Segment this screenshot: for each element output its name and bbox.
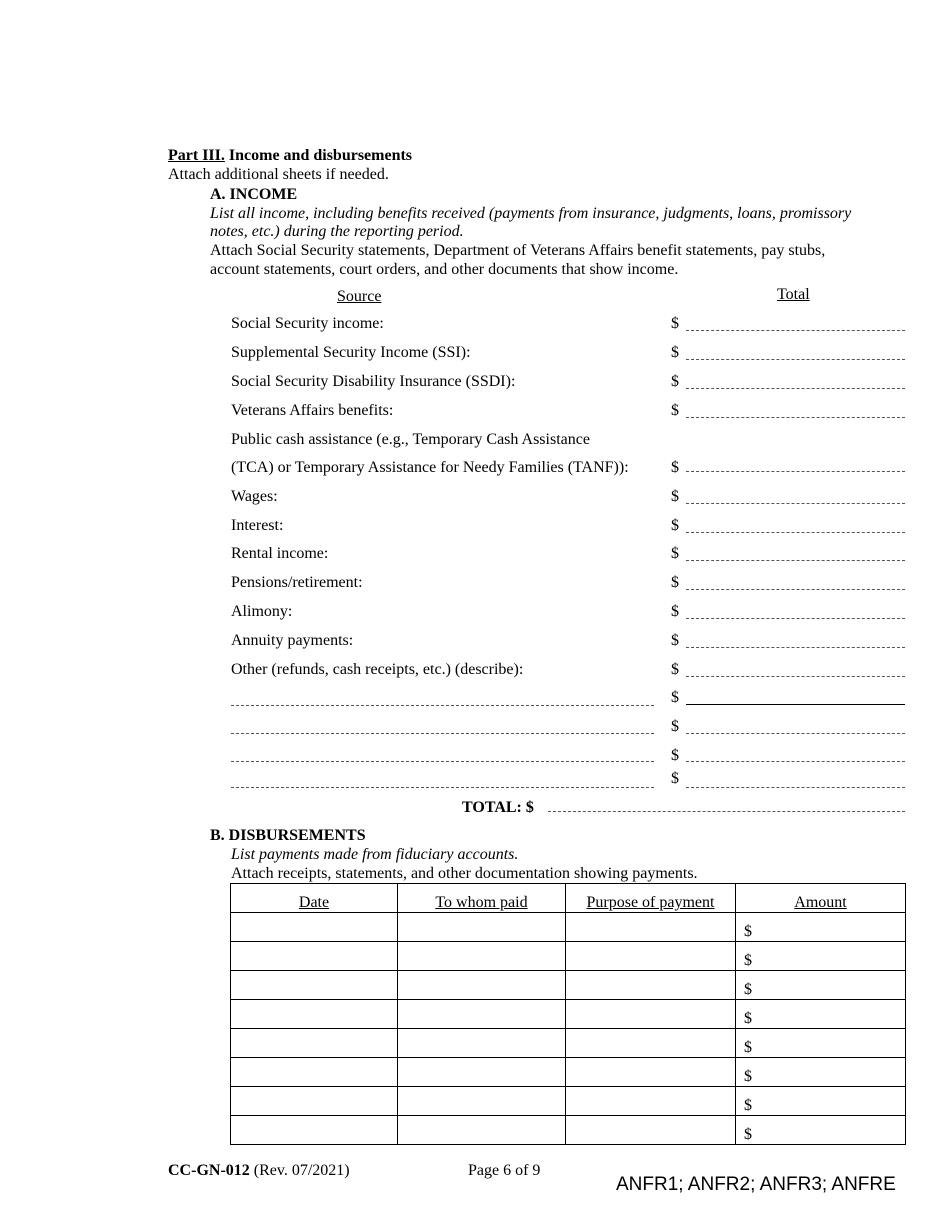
total-amount-field[interactable] [548,811,905,812]
income-attach-1: Attach Social Security statements, Department of Veterans Affairs benefit statements, pay stubs, [210,242,826,259]
other-description-field[interactable] [231,733,654,734]
income-source-label: Other (refunds, cash receipts, etc.) (describe): [231,661,524,678]
income-source-label: Rental income: [231,545,329,562]
form-revision: (Rev. 07/2021) [253,1162,350,1179]
other-amount-field[interactable] [686,733,905,734]
form-code: CC-GN-012 [168,1162,250,1179]
currency-sign: $ [671,315,679,332]
income-source-label: Public cash assistance (e.g., Temporary Cash Assistance [231,431,590,448]
to-whom-paid-cell[interactable] [398,971,566,1000]
alimony-amount-field[interactable] [686,618,905,619]
table-row [231,971,906,1000]
income-instruction-2: notes, etc.) during the reporting period. [210,223,464,240]
interest-amount-field[interactable] [686,532,905,533]
disbursements-instruction: List payments made from fiduciary accounts. [231,846,519,863]
table-row [231,1000,906,1029]
to-whom-paid-cell[interactable] [398,1029,566,1058]
other-amount-field[interactable] [686,704,905,705]
currency-sign: $ [671,747,679,764]
currency-sign: $ [744,923,752,940]
disbursements-table [230,883,906,1145]
disbursements-heading: B. DISBURSEMENTS [210,827,366,844]
currency-sign: $ [671,661,679,678]
amount-cell[interactable] [736,913,906,942]
date-cell[interactable] [231,1058,398,1087]
to-whom-paid-cell[interactable] [398,1087,566,1116]
income-attach-2: account statements, court orders, and other documents that show income. [210,261,679,278]
form-id [168,1162,350,1180]
purpose-cell[interactable] [566,1058,736,1087]
part-title: Income and disbursements [228,147,413,164]
currency-sign: $ [671,545,679,562]
income-source-label: Supplemental Security Income (SSI): [231,344,471,361]
column-header-date: Date [231,884,398,913]
amount-cell[interactable] [736,1087,906,1116]
purpose-cell[interactable] [566,942,736,971]
amount-cell[interactable] [736,1058,906,1087]
income-source-label: (TCA) or Temporary Assistance for Needy Families (TANF)): [231,459,629,476]
date-cell[interactable] [231,1087,398,1116]
to-whom-paid-cell[interactable] [398,942,566,971]
currency-sign: $ [744,1126,752,1143]
currency-sign: $ [671,488,679,505]
table-row [231,1116,906,1145]
total-column-header: Total [777,286,810,303]
currency-sign: $ [671,632,679,649]
column-header-amount: Amount [736,884,906,913]
rental-income-amount-field[interactable] [686,560,905,561]
social-security-amount-field[interactable] [686,330,905,331]
other-amount-field[interactable] [686,787,905,788]
to-whom-paid-cell[interactable] [398,1116,566,1145]
currency-sign: $ [744,1068,752,1085]
amount-cell[interactable] [736,971,906,1000]
amount-cell[interactable] [736,1116,906,1145]
currency-sign: $ [744,1097,752,1114]
column-header-purpose: Purpose of payment [566,884,736,913]
purpose-cell[interactable] [566,971,736,1000]
currency-sign: $ [671,603,679,620]
currency-sign: $ [744,1010,752,1027]
income-source-label: Veterans Affairs benefits: [231,402,394,419]
part-heading [168,147,412,165]
date-cell[interactable] [231,1116,398,1145]
currency-sign: $ [671,718,679,735]
table-row [231,942,906,971]
income-source-label: Social Security income: [231,315,384,332]
amount-cell[interactable] [736,1000,906,1029]
date-cell[interactable] [231,1029,398,1058]
to-whom-paid-cell[interactable] [398,913,566,942]
income-source-label: Alimony: [231,603,293,620]
other-amount-field[interactable] [686,761,905,762]
purpose-cell[interactable] [566,1029,736,1058]
wages-amount-field[interactable] [686,503,905,504]
total-label: TOTAL: $ [462,799,534,816]
part-label: Part III. [168,147,225,164]
purpose-cell[interactable] [566,1087,736,1116]
form-codes: ANFR1; ANFR2; ANFR3; ANFRE [616,1174,896,1195]
to-whom-paid-cell[interactable] [398,1000,566,1029]
attach-note: Attach additional sheets if needed. [168,166,389,183]
amount-cell[interactable] [736,1029,906,1058]
date-cell[interactable] [231,971,398,1000]
income-source-label: Interest: [231,517,284,534]
ssdi-amount-field[interactable] [686,388,905,389]
income-source-label: Annuity payments: [231,632,354,649]
purpose-cell[interactable] [566,1000,736,1029]
income-instruction-1: List all income, including benefits received (payments from insurance, judgments, loans, promissory [210,205,852,222]
currency-sign: $ [744,981,752,998]
column-header-to-whom-paid: To whom paid [398,884,566,913]
other-description-field[interactable] [231,705,654,706]
currency-sign: $ [671,770,679,787]
income-source-label: Social Security Disability Insurance (SSDI): [231,373,516,390]
table-row [231,1087,906,1116]
annuity-amount-field[interactable] [686,647,905,648]
income-heading: A. INCOME [210,186,298,203]
other-description-field[interactable] [231,761,654,762]
table-row [231,1029,906,1058]
currency-sign: $ [671,689,679,706]
currency-sign: $ [671,344,679,361]
pensions-amount-field[interactable] [686,589,905,590]
currency-sign: $ [671,517,679,534]
currency-sign: $ [671,373,679,390]
page-number: Page 6 of 9 [468,1162,541,1179]
table-row [231,913,906,942]
amount-cell[interactable] [736,942,906,971]
purpose-cell[interactable] [566,1116,736,1145]
date-cell[interactable] [231,1000,398,1029]
date-cell[interactable] [231,913,398,942]
income-source-label: Wages: [231,488,278,505]
currency-sign: $ [671,574,679,591]
other-amount-field[interactable] [686,676,905,677]
currency-sign: $ [671,402,679,419]
source-column-header: Source [337,288,382,305]
currency-sign: $ [744,1039,752,1056]
other-description-field[interactable] [231,787,654,788]
table-header-row [231,884,906,913]
purpose-cell[interactable] [566,913,736,942]
veterans-affairs-amount-field[interactable] [686,417,905,418]
public-assistance-amount-field[interactable] [686,471,905,472]
date-cell[interactable] [231,942,398,971]
table-row [231,1058,906,1087]
currency-sign: $ [671,459,679,476]
currency-sign: $ [744,952,752,969]
ssi-amount-field[interactable] [686,359,905,360]
to-whom-paid-cell[interactable] [398,1058,566,1087]
income-source-label: Pensions/retirement: [231,574,363,591]
disbursements-attach-note: Attach receipts, statements, and other documentation showing payments. [231,865,698,882]
